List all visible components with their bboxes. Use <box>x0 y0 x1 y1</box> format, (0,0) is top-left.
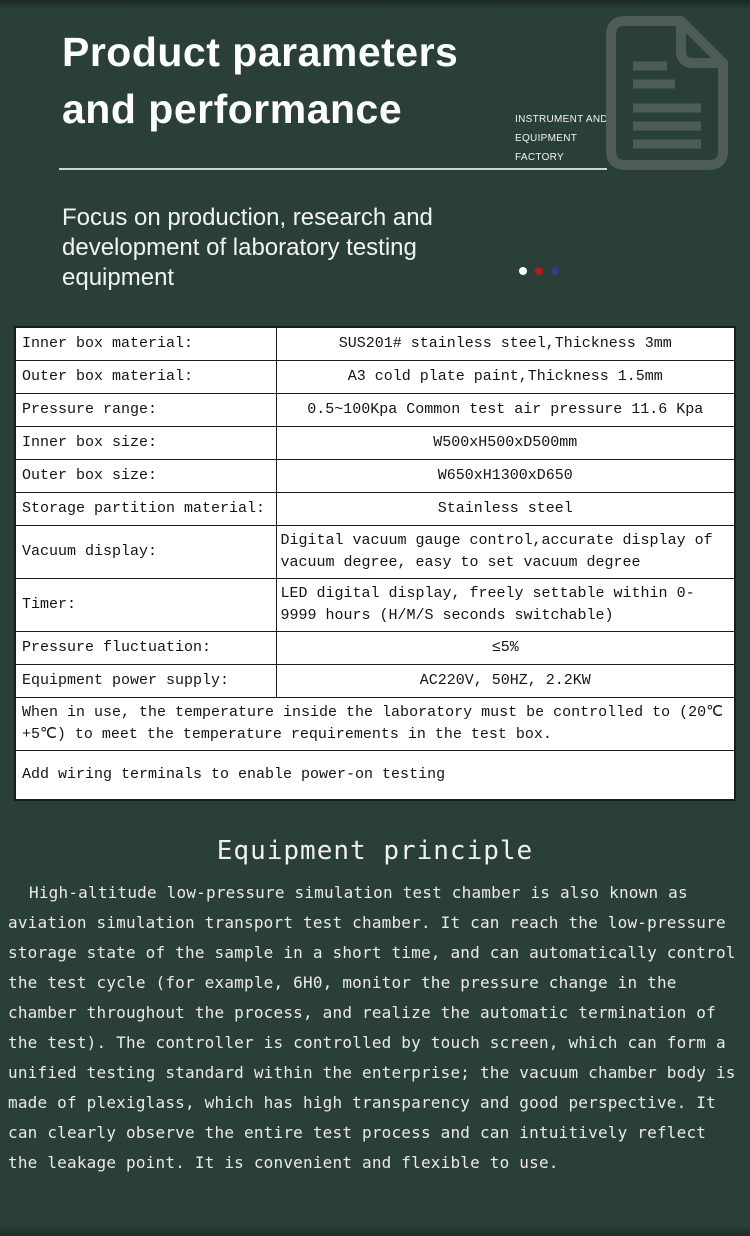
factory-label-line2: EQUIPMENT <box>515 133 578 144</box>
page-title <box>62 24 458 138</box>
carousel-dots <box>519 267 559 275</box>
spec-label: Pressure fluctuation: <box>15 632 276 665</box>
factory-label-line1: INSTRUMENT AND <box>515 114 608 125</box>
table-note-row <box>15 698 735 751</box>
spec-value: W650xH1300xD650 <box>276 460 735 493</box>
table-row <box>15 427 735 460</box>
spec-value: 0.5~100Kpa Common test air pressure 11.6 Kpa <box>276 394 735 427</box>
table-row <box>15 632 735 665</box>
spec-label: Pressure range: <box>15 394 276 427</box>
spec-table <box>14 326 736 801</box>
carousel-dot-white <box>519 267 527 275</box>
factory-label <box>515 110 608 167</box>
spec-label: Storage partition material: <box>15 493 276 526</box>
spec-value: AC220V, 50HZ, 2.2KW <box>276 665 735 698</box>
spec-label: Timer: <box>15 579 276 632</box>
table-row <box>15 579 735 632</box>
document-icon <box>595 12 728 174</box>
spec-label: Equipment power supply: <box>15 665 276 698</box>
carousel-dot-blue <box>551 267 559 275</box>
table-row <box>15 460 735 493</box>
spec-value: LED digital display, freely settable within 0-9999 hours (H/M/S seconds switchable) <box>276 579 735 632</box>
spec-value: W500xH500xD500mm <box>276 427 735 460</box>
spec-label: Vacuum display: <box>15 526 276 579</box>
spec-label: Outer box material: <box>15 361 276 394</box>
spec-value: SUS201# stainless steel,Thickness 3mm <box>276 327 735 361</box>
spec-value: ≤5% <box>276 632 735 665</box>
page-title-line1: Product parameters <box>62 29 459 75</box>
subtitle: Focus on production, research and development of laboratory testing equipment <box>62 204 433 291</box>
table-row <box>15 327 735 361</box>
spec-value: Stainless steel <box>276 493 735 526</box>
carousel-dot-red <box>535 267 543 275</box>
table-note-row <box>15 751 735 801</box>
spec-label: Inner box size: <box>15 427 276 460</box>
table-row <box>15 394 735 427</box>
factory-label-line3: FACTORY <box>515 152 564 163</box>
table-row <box>15 526 735 579</box>
spec-value: A3 cold plate paint,Thickness 1.5mm <box>276 361 735 394</box>
spec-label: Outer box size: <box>15 460 276 493</box>
principle-body: High-altitude low-pressure simulation test chamber is also known as aviation simulation transport test chamber. It can reach the low-pressure storage state of the sample in a short time, and can automatically control the test cycle (for example, 6H0, monitor the pressure change in the chamber throughout the process, and realize the automatic termination of the test). The controller is controlled by touch screen, which can form a unified testing standard within the enterprise; the vacuum chamber body is made of plexiglass, which has high transparency and good perspective. It can clearly observe the entire test process and can intuitively reflect the leakage point. It is convenient and flexible to use. <box>8 883 736 1172</box>
table-row <box>15 493 735 526</box>
header-divider <box>59 168 607 170</box>
table-row <box>15 361 735 394</box>
page-title-line2: and performance <box>62 86 403 132</box>
spec-label: Inner box material: <box>15 327 276 361</box>
principle-heading: Equipment principle <box>216 836 534 866</box>
spec-value: Digital vacuum gauge control,accurate display of vacuum degree, easy to set vacuum degree <box>276 526 735 579</box>
spec-note: Add wiring terminals to enable power-on testing <box>15 751 735 801</box>
spec-note: When in use, the temperature inside the laboratory must be controlled to (20℃ +5℃) to meet the temperature requirements in the test box. <box>15 698 735 751</box>
spec-table-body <box>15 327 735 800</box>
table-row <box>15 665 735 698</box>
